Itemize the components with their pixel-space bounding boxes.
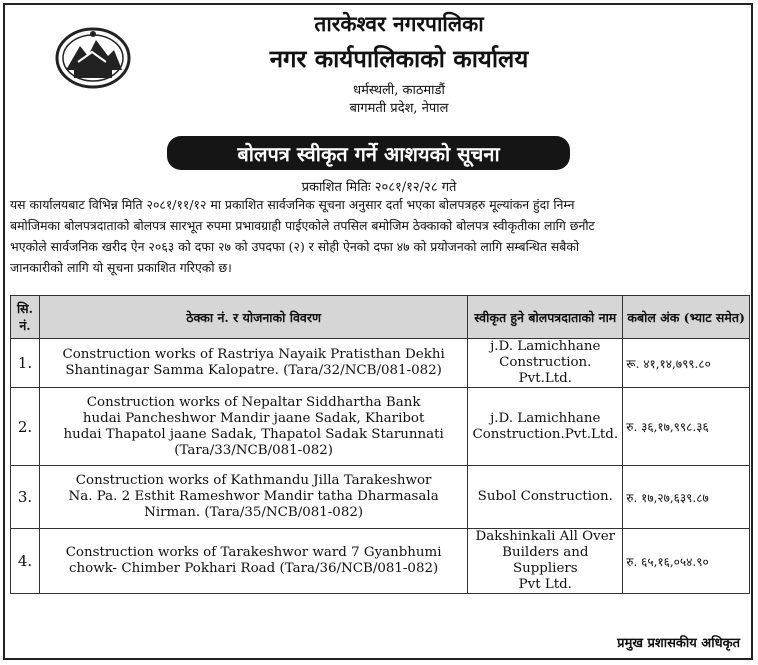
desc-line: chowk- Chimber Pokhari Road (Tara/36/NCB/081-082) [69,561,439,576]
body-line: जानकारीको लागि यो सूचना प्रकाशित गरिएको छ। [10,260,232,275]
desc-line: Construction works of Tarakeshwor ward 7 Gyanbhumi [65,545,442,560]
address-line2: बागमती प्रदेश, नेपाल [349,101,449,116]
bidder-line: j.D. Lamichhane [490,410,601,426]
notice-body [10,194,750,278]
row-description [39,339,467,388]
desc-line: (Tara/33/NCB/081-082) [174,442,333,458]
col-header-bidder: स्वीकृत हुने बोलपत्रदाताको नाम [468,296,623,339]
col-header-desc: ठेक्का नं. र योजनाको विवरण [39,296,467,339]
row-sn: 4. [11,529,40,594]
notice-title: बोलपत्र स्वीकृत गर्ने आशयको सूचना [237,141,500,166]
bidder-line: j.D. Lamichhane [490,339,601,354]
desc-line: Construction works of Rastriya Nayaik Pratisthan Dekhi [62,347,445,362]
bidder-line: Construction. Pvt.Ltd. [499,355,592,386]
bidder-line: Construction.Pvt.Ltd. [472,426,619,442]
desc-line: Nirman. (Tara/35/NCB/081-082) [144,505,364,520]
desc-line: Shantinagar Samma Kalopatre. (Tara/32/NCB/081-082) [65,363,442,378]
row-amount: रु. ६५,१६,०५४.९० [623,529,750,594]
body-line: यस कार्यालयबाट विभिन्न मिति २०८१/११/१२ मा प्रकाशित सार्वजनिक सूचना अनुसार दर्ता भएका बोलपत्रहरु मूल्यांकन हुंदा निम्न [10,197,575,212]
row-bidder [468,466,623,529]
body-line: भएकोले सार्वजनिक खरीद ऐन २०६३ को दफा २७ को उपदफा (२) र सोही ऐनको दफा ४७ को प्रयोजनको लागि सम्बन्धित सबैको [10,239,580,254]
municipality-name: तारकेश्वर नगरपालिका [314,11,484,36]
notice-title-banner [167,136,570,170]
published-date: प्रकाशित मितिः २०८१/१२/२८ गते [301,180,457,195]
row-amount: रु. १७,२७,६३९.८७ [623,466,750,529]
table-row [11,529,750,594]
award-table [10,295,750,594]
col-header-sn: सि. नं. [11,296,40,339]
row-bidder [468,339,623,388]
table-row [11,339,750,388]
row-description [39,529,467,594]
table-row [11,388,750,466]
row-amount: रू. ४१,१४,७९९.८० [623,339,750,388]
office-name: नगर कार्यपालिकाको कार्यालय [269,44,529,73]
row-description [39,466,467,529]
bidder-line: Pvt Ltd. [518,577,572,592]
desc-line: Construction works of Nepaltar Siddhartha Bank [86,394,421,410]
row-bidder [468,529,623,594]
row-sn: 2. [11,388,40,466]
desc-line: Na. Pa. 2 Esthit Rameshwor Mandir tatha Dharmasala [68,489,439,504]
bidder-line: Builders and Suppliers [502,545,589,576]
col-header-amount: कबोल अंक (भ्याट समेत) [623,296,750,339]
row-bidder [468,388,623,466]
desc-line: hudai Thapatol jaane Sadak, Thapatol Sadak Starunnati [63,426,444,442]
row-sn: 3. [11,466,40,529]
signature-title: प्रमुख प्रशासकीय अधिकृत [617,636,740,651]
body-line: बमोजिमका बोलपत्रदाताको बोलपत्र सारभूत रुपमा प्रभावग्राही पाईएकोले तपसिल बमोजिम ठेक्काको बोलपत्र स्वीकृतीका लागि छनौट [10,218,595,233]
bidder-line: Subol Construction. [477,489,613,504]
row-amount: रु. ३६,१७,९९८.३६ [623,388,750,466]
table-header-row [11,296,750,339]
row-sn: 1. [11,339,40,388]
address-line1: धर्मस्थली, काठमाडौं [353,83,445,98]
desc-line: Construction works of Kathmandu Jilla Tarakeshwor [75,473,432,488]
table-row [11,466,750,529]
desc-line: hudai Pancheshwor Mandir jaane Sadak, Kharibot [82,410,425,426]
bidder-line: Dakshinkali All Over [475,529,616,544]
row-description [39,388,467,466]
